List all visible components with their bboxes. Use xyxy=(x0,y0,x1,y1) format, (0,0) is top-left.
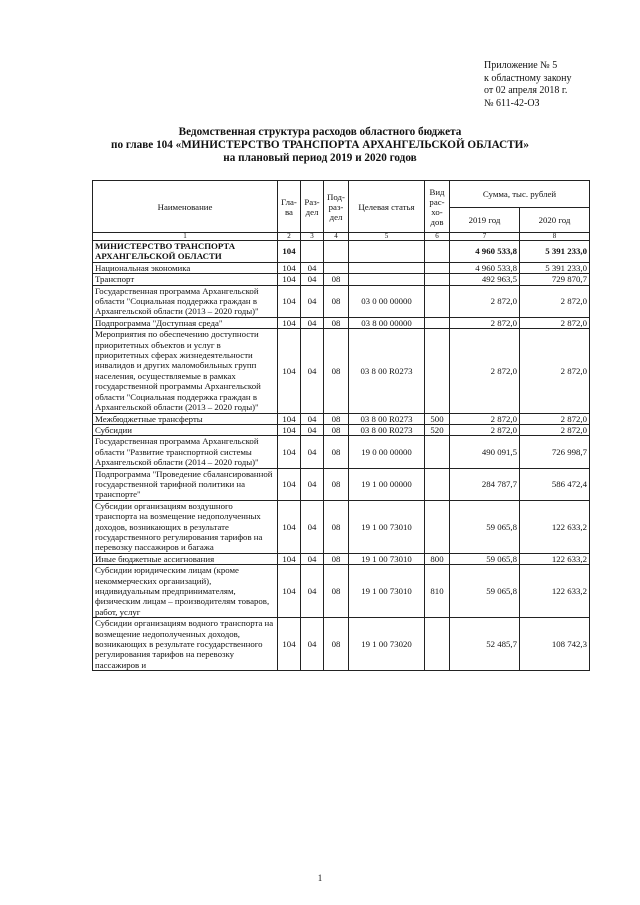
row-razdel: 04 xyxy=(301,565,324,618)
header-name: Наименование xyxy=(93,181,278,233)
row-sum-2019: 2 872,0 xyxy=(450,424,520,435)
header-podrazdel: Под-раз-дел xyxy=(324,181,349,233)
row-sum-2019: 2 872,0 xyxy=(450,317,520,328)
row-glava: 104 xyxy=(278,317,301,328)
row-glava: 104 xyxy=(278,262,301,273)
row-sum-2019: 59 065,8 xyxy=(450,553,520,564)
row-sum-2019: 2 872,0 xyxy=(450,285,520,317)
row-sum-2020: 122 633,2 xyxy=(520,553,590,564)
row-target xyxy=(349,274,425,285)
title-line: на плановый период 2019 и 2020 годов xyxy=(223,152,417,164)
col-number: 2 xyxy=(278,233,301,241)
row-vid xyxy=(425,468,450,500)
row-name: Государственная программа Архангельской области "Развитие транспортной системы Архангельской области (2014 – 2020 годы)" xyxy=(93,436,278,468)
row-razdel: 04 xyxy=(301,436,324,468)
row-glava: 104 xyxy=(278,413,301,424)
row-name: Мероприятия по обеспечению доступности приоритетных объектов и услуг в приоритетных сферах жизнедеятельности инвалидов и других маломобильных групп населения, осуществляемые в рамках государственной программы Архангельской области "Социальная поддержка граждан в Архангельской области (2013 – 2020 годы)" xyxy=(93,329,278,413)
page-number: 1 xyxy=(317,873,323,883)
table-body xyxy=(93,241,590,671)
row-name: Национальная экономика xyxy=(93,262,278,273)
row-podrazdel: 08 xyxy=(324,436,349,468)
row-vid xyxy=(425,317,450,328)
row-razdel: 04 xyxy=(301,285,324,317)
row-glava: 104 xyxy=(278,285,301,317)
header-sum: Сумма, тыс. рублей xyxy=(450,181,590,208)
row-podrazdel xyxy=(324,262,349,273)
row-glava: 104 xyxy=(278,274,301,285)
appendix-line: к областному закону xyxy=(484,72,572,84)
col-number: 6 xyxy=(425,233,450,241)
row-name: МИНИСТЕРСТВО ТРАНСПОРТА АРХАНГЕЛЬСКОЙ ОБЛАСТИ xyxy=(93,241,278,263)
header-target: Целевая статья xyxy=(349,181,425,233)
row-target: 19 0 00 00000 xyxy=(349,436,425,468)
appendix-line: от 02 апреля 2018 г. xyxy=(484,85,568,96)
row-name: Подпрограмма "Доступная среда" xyxy=(93,317,278,328)
row-glava: 104 xyxy=(278,500,301,553)
row-razdel xyxy=(301,241,324,263)
row-vid: 500 xyxy=(425,413,450,424)
header-2019: 2019 год xyxy=(450,208,520,233)
col-number: 7 xyxy=(450,233,520,241)
row-vid xyxy=(425,618,450,671)
table-row xyxy=(93,317,590,328)
row-vid xyxy=(425,329,450,413)
row-sum-2020: 2 872,0 xyxy=(520,285,590,317)
row-sum-2020: 108 742,3 xyxy=(520,618,590,671)
row-razdel: 04 xyxy=(301,468,324,500)
row-podrazdel: 08 xyxy=(324,329,349,413)
table-row xyxy=(93,618,590,671)
table-row xyxy=(93,262,590,273)
row-glava: 104 xyxy=(278,424,301,435)
row-name: Субсидии юридическим лицам (кроме некоммерческих организаций), индивидуальным предпринимателям, физическим лицам – производителям товаров, работ, услуг xyxy=(93,565,278,618)
row-glava: 104 xyxy=(278,565,301,618)
table-row xyxy=(93,553,590,564)
row-sum-2020: 726 998,7 xyxy=(520,436,590,468)
row-name: Субсидии xyxy=(93,424,278,435)
row-name: Субсидии организациям водного транспорта на возмещение недополученных доходов, возникающих в результате государственного регулирования тарифов на перевозку пассажиров и xyxy=(93,618,278,671)
row-sum-2019: 4 960 533,8 xyxy=(450,262,520,273)
row-podrazdel: 08 xyxy=(324,317,349,328)
row-glava: 104 xyxy=(278,436,301,468)
row-target xyxy=(349,262,425,273)
header-glava: Гла-ва xyxy=(278,181,301,233)
row-glava: 104 xyxy=(278,553,301,564)
appendix-line: № 611-42-ОЗ xyxy=(484,97,540,109)
header-razdel: Раз-дел xyxy=(301,181,324,233)
row-glava: 104 xyxy=(278,618,301,671)
row-podrazdel xyxy=(324,241,349,263)
row-sum-2020: 5 391 233,0 xyxy=(520,262,590,273)
row-vid: 800 xyxy=(425,553,450,564)
row-sum-2020: 122 633,2 xyxy=(520,565,590,618)
row-sum-2019: 2 872,0 xyxy=(450,413,520,424)
row-name: Государственная программа Архангельской области "Социальная поддержка граждан в Архангельской области (2013 – 2020 годы)" xyxy=(93,285,278,317)
row-vid xyxy=(425,285,450,317)
col-number: 8 xyxy=(520,233,590,241)
col-number: 1 xyxy=(93,233,278,241)
row-sum-2019: 2 872,0 xyxy=(450,329,520,413)
row-sum-2019: 4 960 533,8 xyxy=(450,241,520,263)
table-row xyxy=(93,436,590,468)
row-target: 19 1 00 73010 xyxy=(349,565,425,618)
row-sum-2020: 2 872,0 xyxy=(520,317,590,328)
row-sum-2020: 586 472,4 xyxy=(520,468,590,500)
row-podrazdel: 08 xyxy=(324,565,349,618)
table-row xyxy=(93,329,590,413)
row-razdel: 04 xyxy=(301,553,324,564)
header-vid: Вид рас-хо-дов xyxy=(425,181,450,233)
row-razdel: 04 xyxy=(301,424,324,435)
row-name: Иные бюджетные ассигнования xyxy=(93,553,278,564)
row-sum-2019: 490 091,5 xyxy=(450,436,520,468)
row-vid: 520 xyxy=(425,424,450,435)
row-vid xyxy=(425,274,450,285)
row-target: 19 1 00 00000 xyxy=(349,468,425,500)
row-name: Субсидии организациям воздушного транспорта на возмещение недополученных доходов, возникающих в результате государственного регулирования тарифов на перевозку пассажиров и багажа xyxy=(93,500,278,553)
row-target: 03 8 00 R0273 xyxy=(349,329,425,413)
row-vid xyxy=(425,436,450,468)
row-podrazdel: 08 xyxy=(324,413,349,424)
row-vid xyxy=(425,241,450,263)
row-podrazdel: 08 xyxy=(324,468,349,500)
row-sum-2019: 284 787,7 xyxy=(450,468,520,500)
col-number: 4 xyxy=(324,233,349,241)
row-target: 19 1 00 73010 xyxy=(349,553,425,564)
row-razdel: 04 xyxy=(301,317,324,328)
row-glava: 104 xyxy=(278,329,301,413)
table-row xyxy=(93,468,590,500)
title-line: Ведомственная структура расходов областного бюджета xyxy=(178,126,462,138)
row-sum-2020: 729 870,7 xyxy=(520,274,590,285)
row-razdel: 04 xyxy=(301,413,324,424)
row-target: 03 8 00 R0273 xyxy=(349,424,425,435)
table-row xyxy=(93,274,590,285)
table-row xyxy=(93,285,590,317)
row-razdel: 04 xyxy=(301,262,324,273)
row-target: 03 8 00 R0273 xyxy=(349,413,425,424)
table-row xyxy=(93,500,590,553)
row-podrazdel: 08 xyxy=(324,274,349,285)
row-glava: 104 xyxy=(278,241,301,263)
row-vid xyxy=(425,262,450,273)
title-line: по главе 104 «МИНИСТЕРСТВО ТРАНСПОРТА АРХАНГЕЛЬСКОЙ ОБЛАСТИ» xyxy=(111,139,529,151)
row-razdel: 04 xyxy=(301,500,324,553)
row-sum-2019: 492 963,5 xyxy=(450,274,520,285)
budget-table xyxy=(92,180,590,671)
row-sum-2020: 5 391 233,0 xyxy=(520,241,590,263)
row-razdel: 04 xyxy=(301,618,324,671)
row-vid: 810 xyxy=(425,565,450,618)
row-sum-2019: 59 065,8 xyxy=(450,565,520,618)
row-name: Подпрограмма "Проведение сбалансированной государственной тарифной политики на транспорте" xyxy=(93,468,278,500)
row-target: 03 8 00 00000 xyxy=(349,317,425,328)
header-2020: 2020 год xyxy=(520,208,590,233)
row-name: Межбюджетные трансферты xyxy=(93,413,278,424)
row-podrazdel: 08 xyxy=(324,618,349,671)
row-name: Транспорт xyxy=(93,274,278,285)
row-podrazdel: 08 xyxy=(324,285,349,317)
row-sum-2020: 2 872,0 xyxy=(520,329,590,413)
column-number-row xyxy=(93,233,590,241)
row-sum-2020: 2 872,0 xyxy=(520,413,590,424)
row-sum-2020: 2 872,0 xyxy=(520,424,590,435)
row-podrazdel: 08 xyxy=(324,500,349,553)
table-row xyxy=(93,241,590,263)
col-number: 5 xyxy=(349,233,425,241)
row-target xyxy=(349,241,425,263)
table-row xyxy=(93,565,590,618)
appendix-line: Приложение № 5 xyxy=(484,60,558,71)
row-podrazdel: 08 xyxy=(324,424,349,435)
col-number: 3 xyxy=(301,233,324,241)
row-target: 19 1 00 73010 xyxy=(349,500,425,553)
row-target: 03 0 00 00000 xyxy=(349,285,425,317)
row-target: 19 1 00 73020 xyxy=(349,618,425,671)
table-row xyxy=(93,424,590,435)
row-razdel: 04 xyxy=(301,274,324,285)
row-glava: 104 xyxy=(278,468,301,500)
row-sum-2020: 122 633,2 xyxy=(520,500,590,553)
appendix-note xyxy=(484,60,572,110)
document-title xyxy=(0,126,640,165)
row-sum-2019: 59 065,8 xyxy=(450,500,520,553)
row-sum-2019: 52 485,7 xyxy=(450,618,520,671)
row-podrazdel: 08 xyxy=(324,553,349,564)
row-razdel: 04 xyxy=(301,329,324,413)
row-vid xyxy=(425,500,450,553)
table-row xyxy=(93,413,590,424)
